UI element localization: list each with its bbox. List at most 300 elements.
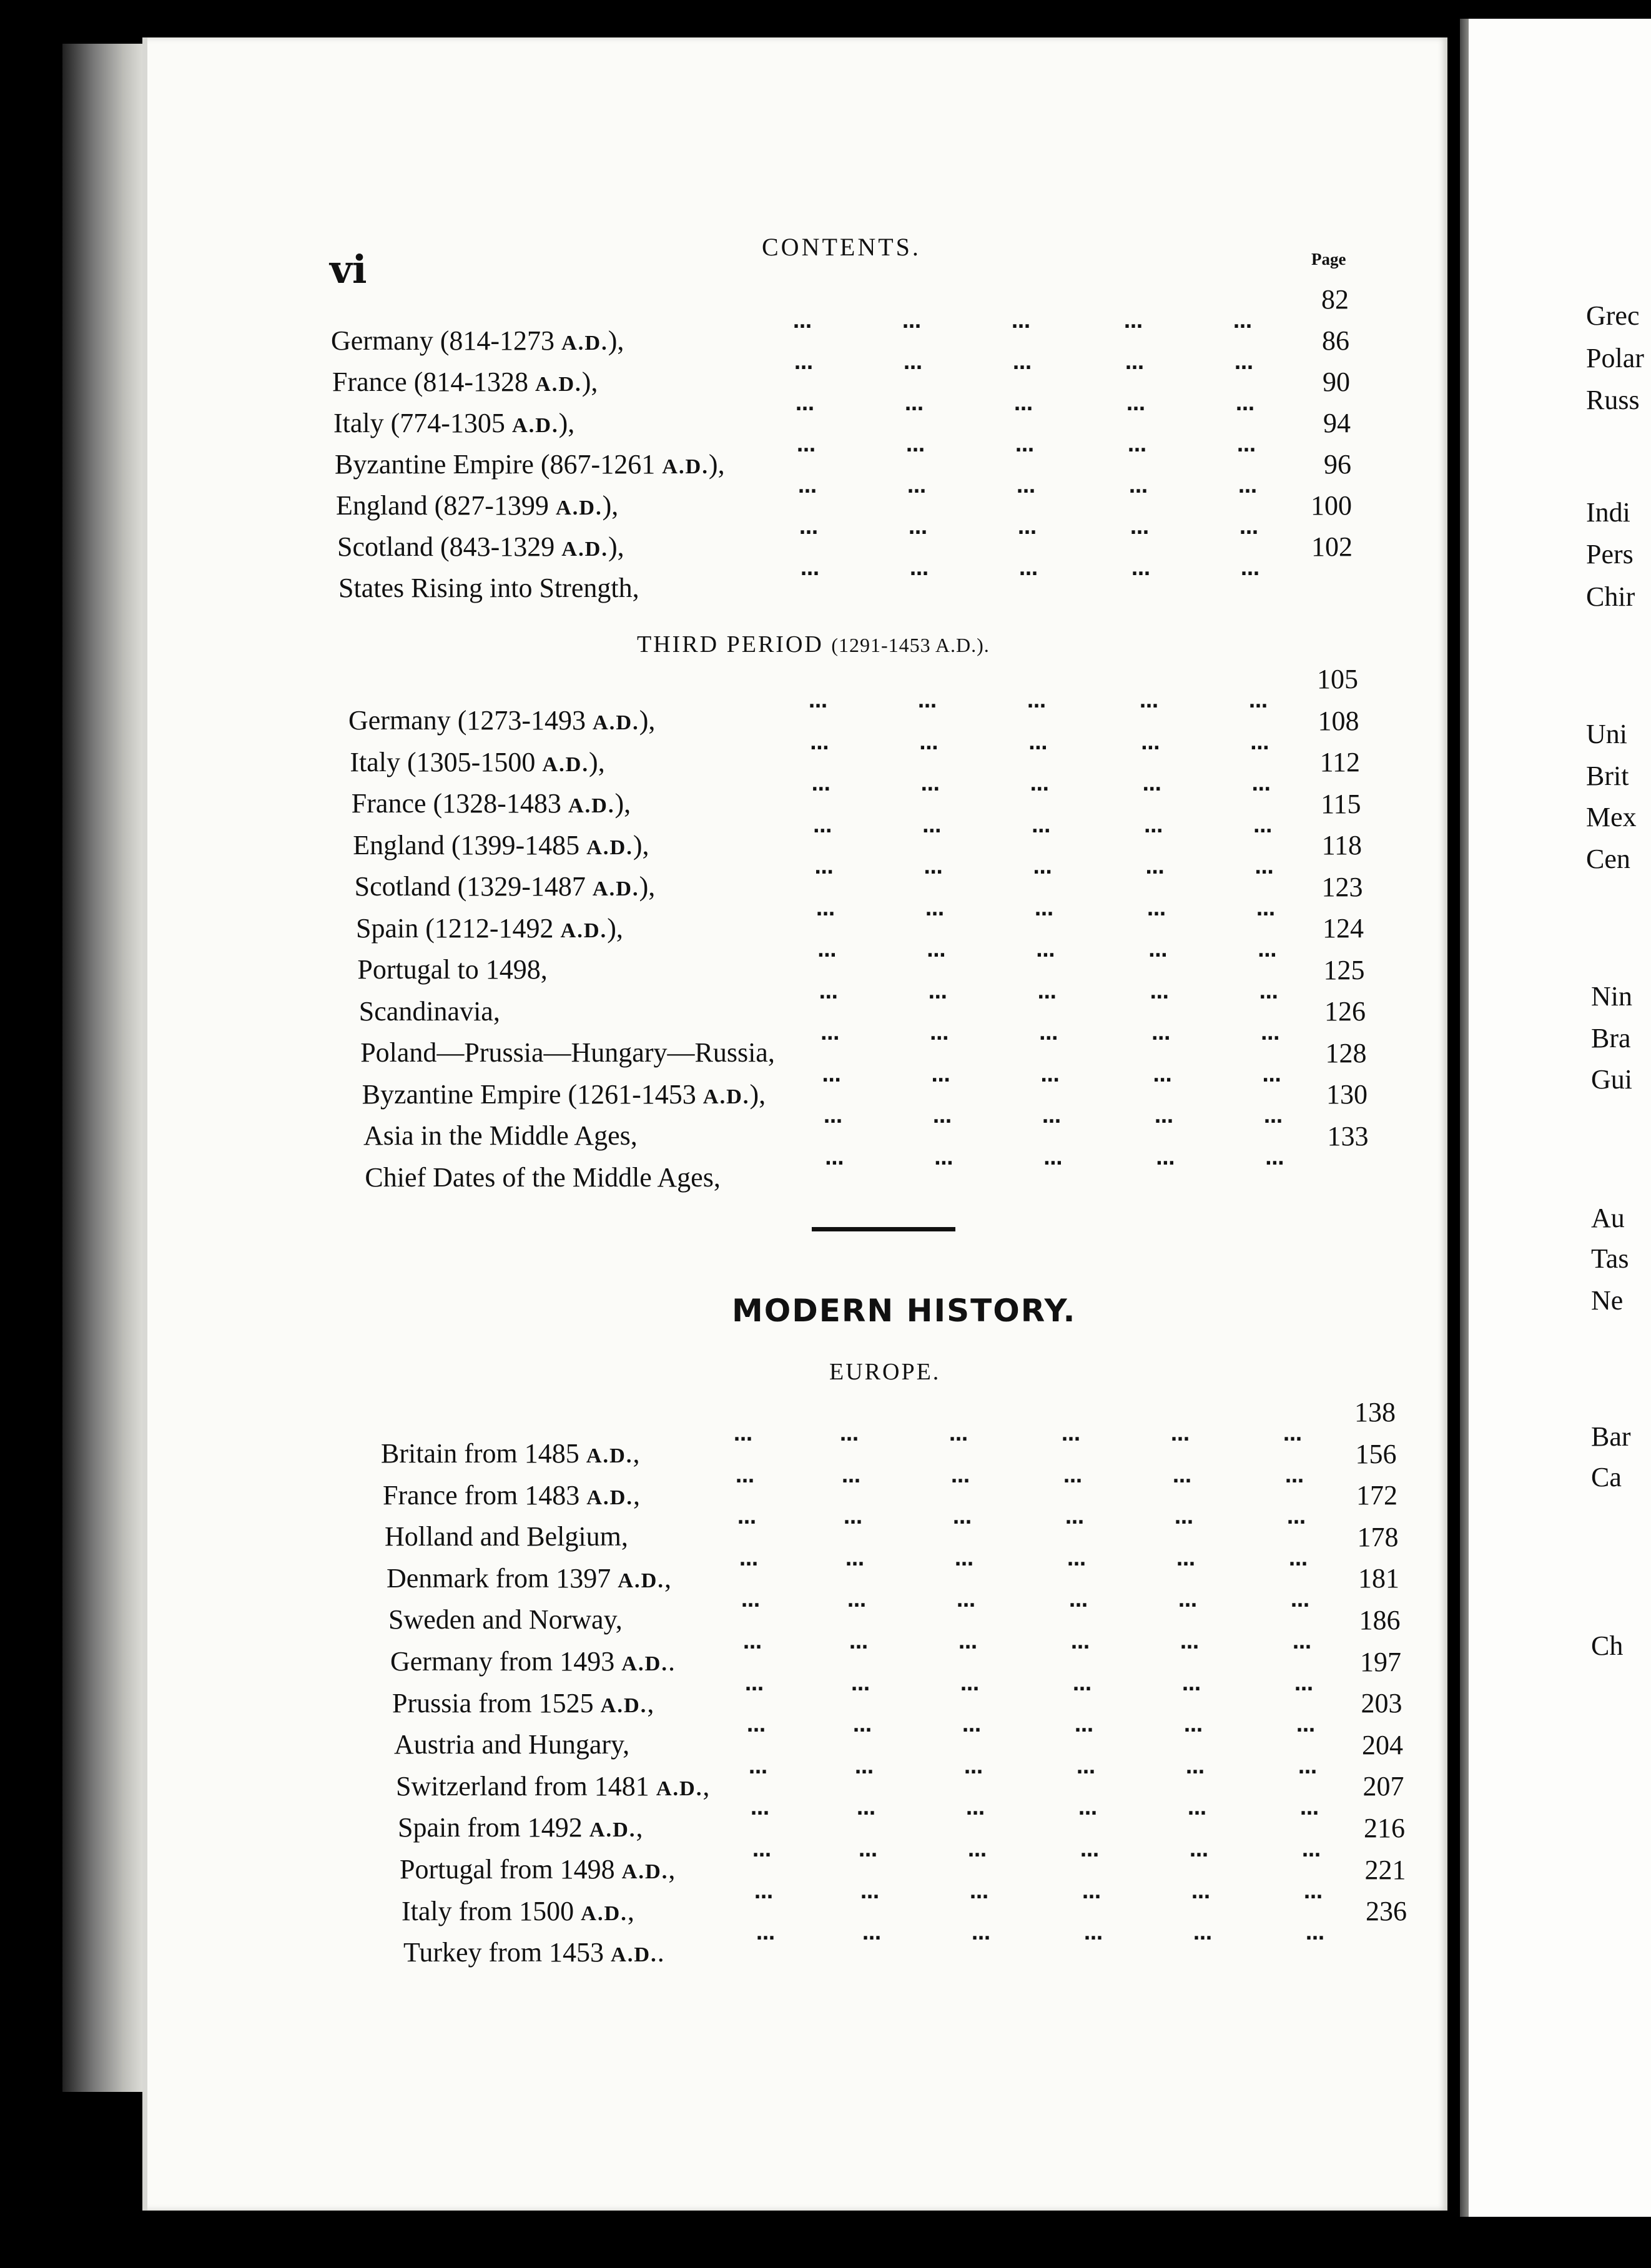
entry-punctuation: , xyxy=(668,1854,676,1885)
leader-dots: … xyxy=(1078,1798,1098,1820)
entry-title xyxy=(350,746,604,778)
leader-dots: … xyxy=(1241,558,1260,580)
entry-title xyxy=(396,1770,709,1802)
leader-dots: … xyxy=(1033,857,1053,879)
entry-punctuation: ), xyxy=(749,1078,766,1110)
leader-dots: … xyxy=(857,1798,876,1820)
leader-dots: … xyxy=(844,1507,863,1529)
entry-punctuation: ), xyxy=(581,367,598,397)
entry-title-text: Italy (1305-1500 xyxy=(350,746,543,777)
leader-dots: … xyxy=(1018,517,1037,539)
entry-page-number: 197 xyxy=(1360,1646,1401,1677)
entry-page-number: 181 xyxy=(1358,1563,1399,1594)
entry-title-text: France (814-1328 xyxy=(332,367,536,397)
leader-dots: … xyxy=(1037,981,1057,1003)
leader-dots: … xyxy=(1294,1673,1314,1695)
leader-dots: … xyxy=(953,1507,972,1529)
entry-title xyxy=(394,1728,629,1760)
leader-dots: … xyxy=(1082,1881,1101,1903)
leader-dots: … xyxy=(1289,1548,1308,1570)
leader-dots: … xyxy=(1128,435,1147,456)
entry-punctuation: ), xyxy=(607,912,623,944)
entry-title-text: England (1399-1485 xyxy=(353,829,587,860)
entry-title-text: Portugal from 1498 xyxy=(400,1854,622,1885)
entry-title xyxy=(402,1895,634,1927)
entry-page-number: 90 xyxy=(1323,367,1350,397)
entry-era: A.D. xyxy=(561,331,608,355)
leader-dots: … xyxy=(1142,774,1162,796)
leader-dots: … xyxy=(1017,476,1036,498)
entry-title-text: Denmark from 1397 xyxy=(387,1562,618,1594)
entry-punctuation: , xyxy=(664,1562,671,1594)
entry-title-text: England (827-1399 xyxy=(336,490,556,521)
facing-page-fragment: Gui xyxy=(1591,1064,1632,1095)
entry-punctuation: , xyxy=(647,1687,654,1718)
leader-dots: … xyxy=(1131,558,1151,580)
leader-dots: … xyxy=(1264,1106,1283,1128)
leader-dots: … xyxy=(745,1673,764,1695)
entry-era: A.D. xyxy=(621,1860,669,1883)
leader-dots: … xyxy=(1293,1632,1312,1654)
entry-page-number: 105 xyxy=(1317,664,1358,694)
leader-dots: … xyxy=(925,898,945,920)
leader-dots: … xyxy=(910,558,929,580)
leader-dots: … xyxy=(1190,1840,1209,1861)
leader-dots: … xyxy=(1304,1881,1323,1903)
third-period-heading xyxy=(637,631,990,658)
entry-title-text: France from 1483 xyxy=(383,1479,587,1511)
leader-dots: … xyxy=(1130,517,1150,539)
entry-era: A.D. xyxy=(656,1776,703,1800)
entry-page-number: 203 xyxy=(1361,1688,1402,1719)
leader-dots: … xyxy=(1063,1465,1083,1487)
entry-page-number: 124 xyxy=(1323,913,1364,944)
entry-title xyxy=(360,1037,775,1068)
leader-dots: … xyxy=(1043,1147,1063,1170)
entry-page-number: 221 xyxy=(1364,1854,1406,1885)
entry-page-number: 96 xyxy=(1324,449,1351,480)
entry-title xyxy=(383,1479,640,1511)
leader-dots: … xyxy=(810,732,830,754)
leader-dots: … xyxy=(743,1632,762,1654)
entry-page-number: 186 xyxy=(1359,1605,1401,1635)
leader-dots: … xyxy=(1140,691,1159,712)
leader-dots: … xyxy=(825,1147,845,1170)
leader-dots: … xyxy=(1125,352,1145,374)
entry-title-text: Spain (1212-1492 xyxy=(356,912,561,944)
leader-dots: … xyxy=(1145,857,1165,879)
leader-dots: … xyxy=(1126,393,1146,415)
leader-dots: … xyxy=(855,1756,874,1778)
third-period-range: (1291-1453 A.D.). xyxy=(831,634,990,656)
leader-dots: … xyxy=(959,1632,978,1654)
entry-title xyxy=(332,366,598,398)
entry-title xyxy=(388,1604,623,1635)
leader-dots: … xyxy=(797,435,816,456)
entry-punctuation: ), xyxy=(639,705,656,736)
entry-title xyxy=(385,1521,628,1552)
leader-dots: … xyxy=(747,1715,766,1737)
entry-punctuation: ), xyxy=(602,490,619,521)
leader-dots: … xyxy=(1239,517,1259,539)
leader-dots: … xyxy=(1258,940,1278,962)
entry-era: A.D. xyxy=(586,835,633,859)
entry-title-text: Turkey from 1453 xyxy=(403,1937,611,1968)
entry-punctuation: . xyxy=(668,1646,675,1677)
entry-title xyxy=(355,870,656,902)
leader-dots: … xyxy=(751,1798,770,1820)
entry-title-text: Scotland (843-1329 xyxy=(337,531,562,562)
entry-page-number: 138 xyxy=(1354,1397,1396,1427)
leader-dots: … xyxy=(1040,1064,1060,1087)
leader-dots: … xyxy=(1014,393,1033,415)
leader-dots: … xyxy=(930,1023,950,1045)
facing-page-fragment: Russ xyxy=(1586,385,1640,415)
entry-title xyxy=(357,954,547,985)
leader-dots: … xyxy=(851,1673,870,1695)
entry-title-text: Asia in the Middle Ages, xyxy=(363,1120,638,1151)
leader-dots: … xyxy=(819,981,839,1003)
entry-era: A.D. xyxy=(586,1485,633,1509)
entry-era: A.D. xyxy=(702,1084,750,1108)
entry-era: A.D. xyxy=(568,794,615,817)
leader-dots: … xyxy=(902,311,922,333)
leader-dots: … xyxy=(1300,1798,1319,1820)
leader-dots: … xyxy=(822,1064,842,1087)
entry-page-number: 86 xyxy=(1322,325,1349,356)
leader-dots: … xyxy=(905,393,924,415)
leader-dots: … xyxy=(1151,1023,1171,1045)
entry-title xyxy=(390,1645,675,1677)
entry-era: A.D. xyxy=(581,1901,628,1925)
leader-dots: … xyxy=(817,940,837,962)
entry-era: A.D. xyxy=(618,1568,664,1592)
leader-dots: … xyxy=(862,1923,882,1945)
leader-dots: … xyxy=(756,1923,776,1945)
leader-dots: … xyxy=(814,857,834,879)
entry-era: A.D. xyxy=(560,918,608,942)
leader-dots: … xyxy=(1144,815,1164,837)
leader-dots: … xyxy=(1080,1840,1100,1861)
leader-dots: … xyxy=(1124,311,1143,333)
leader-dots: … xyxy=(1191,1881,1211,1903)
entry-title xyxy=(352,787,631,819)
entry-era: A.D. xyxy=(662,455,709,478)
leader-dots: … xyxy=(972,1923,991,1945)
leader-dots: … xyxy=(909,517,928,539)
leader-dots: … xyxy=(847,1590,867,1612)
entry-punctuation: ), xyxy=(608,531,624,562)
leader-dots: … xyxy=(1028,732,1048,754)
entry-page-number: 125 xyxy=(1323,954,1365,985)
leader-dots: … xyxy=(1175,1507,1194,1529)
leader-dots: … xyxy=(1236,393,1255,415)
leader-dots: … xyxy=(811,774,831,796)
leader-dots: … xyxy=(1073,1673,1092,1695)
entry-page-number: 100 xyxy=(1311,490,1352,521)
leader-dots: … xyxy=(801,558,820,580)
entry-title xyxy=(400,1853,675,1885)
leader-dots: … xyxy=(1262,1064,1282,1087)
leader-dots: … xyxy=(1067,1548,1087,1570)
leader-dots: … xyxy=(924,857,944,879)
leader-dots: … xyxy=(796,393,815,415)
leader-dots: … xyxy=(1171,1424,1190,1446)
entry-title-text: Italy from 1500 xyxy=(402,1895,581,1926)
leader-dots: … xyxy=(1176,1548,1196,1570)
leader-dots: … xyxy=(1249,691,1268,712)
entry-title-text: Britain from 1485 xyxy=(381,1438,586,1469)
entry-title xyxy=(333,407,574,439)
leader-dots: … xyxy=(1184,1715,1203,1737)
facing-page-fragment: Uni xyxy=(1586,719,1627,749)
entry-punctuation: ), xyxy=(608,325,624,356)
leader-dots: … xyxy=(1032,815,1052,837)
leader-dots: … xyxy=(798,476,817,498)
facing-page-fragment: Chir xyxy=(1586,581,1635,612)
entry-title xyxy=(362,1078,766,1110)
entry-punctuation: , xyxy=(633,1479,640,1511)
leader-dots: … xyxy=(1019,558,1038,580)
leader-dots: … xyxy=(1156,1147,1176,1170)
entry-title-text: Poland—Prussia—Hungary—Russia, xyxy=(360,1037,775,1068)
leader-dots: … xyxy=(1265,1147,1285,1170)
entry-punctuation: ), xyxy=(589,746,605,777)
leader-dots: … xyxy=(1253,815,1273,837)
entry-title xyxy=(337,531,624,563)
leader-dots: … xyxy=(907,476,927,498)
leader-dots: … xyxy=(918,691,937,712)
leader-dots: … xyxy=(754,1881,774,1903)
leader-dots: … xyxy=(752,1840,772,1861)
leader-dots: … xyxy=(920,774,940,796)
leader-dots: … xyxy=(1259,981,1279,1003)
facing-page-fragment: Pers xyxy=(1586,539,1634,569)
leader-dots: … xyxy=(1065,1507,1085,1529)
entry-page-number: 94 xyxy=(1323,408,1351,438)
entry-title xyxy=(353,829,649,861)
leader-dots: … xyxy=(1306,1923,1325,1945)
leader-dots: … xyxy=(922,815,942,837)
leader-dots: … xyxy=(816,898,835,920)
leader-dots: … xyxy=(962,1715,982,1737)
entry-era: A.D. xyxy=(611,1943,658,1967)
leader-dots: … xyxy=(1193,1923,1213,1945)
entry-punctuation: , xyxy=(633,1438,640,1469)
entry-page-number: 178 xyxy=(1357,1521,1399,1552)
leader-dots: … xyxy=(859,1840,878,1861)
leader-dots: … xyxy=(1069,1590,1088,1612)
entry-era: A.D. xyxy=(511,413,559,437)
entry-title-text: Austria and Hungary, xyxy=(394,1729,630,1760)
facing-page-fragment: Cen xyxy=(1586,844,1630,874)
leader-dots: … xyxy=(1036,940,1056,962)
leader-dots: … xyxy=(1150,981,1170,1003)
leader-dots: … xyxy=(966,1798,985,1820)
facing-page-fragment: Ne xyxy=(1591,1285,1624,1316)
entry-title xyxy=(387,1562,671,1594)
leader-dots: … xyxy=(968,1840,987,1861)
leader-dots: … xyxy=(1291,1590,1310,1612)
entry-title xyxy=(365,1161,720,1193)
facing-page-fragment: Mex xyxy=(1586,802,1637,832)
page-column-label: Page xyxy=(1311,250,1346,269)
leader-dots: … xyxy=(1147,898,1166,920)
leader-dots: … xyxy=(749,1756,768,1778)
entry-title-text: Prussia from 1525 xyxy=(392,1687,601,1718)
entry-page-number: 156 xyxy=(1355,1438,1397,1469)
leader-dots: … xyxy=(928,981,948,1003)
leader-dots: … xyxy=(955,1548,974,1570)
leader-dots: … xyxy=(1075,1715,1094,1737)
entry-era: A.D. xyxy=(555,496,603,520)
leader-dots: … xyxy=(1015,435,1035,456)
leader-dots: … xyxy=(1035,898,1054,920)
entry-title-text: Germany (814-1273 xyxy=(331,325,562,356)
entry-page-number: 108 xyxy=(1318,705,1359,736)
leader-dots: … xyxy=(1042,1106,1062,1128)
entry-title-text: Byzantine Empire (867-1261 xyxy=(335,449,663,480)
entry-era: A.D. xyxy=(600,1693,648,1717)
modern-history-title: MODERN HISTORY. xyxy=(732,1293,1077,1329)
entry-punctuation: , xyxy=(636,1812,643,1843)
leader-dots: … xyxy=(793,311,812,333)
entry-era: A.D. xyxy=(535,372,582,396)
entry-title xyxy=(392,1687,654,1719)
entry-era: A.D. xyxy=(589,1818,636,1842)
entry-page-number: 130 xyxy=(1326,1079,1368,1110)
leader-dots: … xyxy=(1173,1465,1192,1487)
leader-dots: … xyxy=(949,1424,968,1446)
facing-page-fragment: Indi xyxy=(1586,497,1630,528)
leader-dots: … xyxy=(734,1424,753,1446)
leader-dots: … xyxy=(1256,898,1276,920)
leader-dots: … xyxy=(736,1465,755,1487)
entry-era: A.D. xyxy=(593,711,639,734)
leader-dots: … xyxy=(737,1507,757,1529)
leader-dots: … xyxy=(970,1881,989,1903)
leader-dots: … xyxy=(853,1715,872,1737)
entry-page-number: 118 xyxy=(1321,830,1362,860)
facing-page-fragment: Au xyxy=(1591,1203,1625,1233)
entry-title xyxy=(356,912,623,944)
entry-title xyxy=(348,704,655,736)
entry-title xyxy=(338,572,639,604)
entry-page-number: 204 xyxy=(1362,1729,1403,1760)
leader-dots: … xyxy=(1013,352,1032,374)
entry-page-number: 172 xyxy=(1356,1480,1397,1511)
leader-dots: … xyxy=(1027,691,1047,712)
entry-page-number: 133 xyxy=(1327,1120,1369,1151)
entry-title-text: Scotland (1329-1487 xyxy=(354,871,593,902)
facing-page-fragment: Bra xyxy=(1591,1023,1631,1053)
leader-dots: … xyxy=(1285,1465,1304,1487)
leader-dots: … xyxy=(957,1590,976,1612)
leader-dots: … xyxy=(1084,1923,1103,1945)
leader-dots: … xyxy=(1129,476,1148,498)
entry-era: A.D. xyxy=(592,877,639,900)
entry-title xyxy=(398,1812,643,1843)
leader-dots: … xyxy=(1155,1106,1174,1128)
entry-title-text: Chief Dates of the Middle Ages, xyxy=(365,1161,721,1193)
leader-dots: … xyxy=(927,940,947,962)
facing-page-fragment: Ca xyxy=(1591,1462,1622,1492)
entry-era: A.D. xyxy=(542,752,589,776)
europe-subheading: EUROPE. xyxy=(829,1359,941,1385)
facing-page-fragment: Brit xyxy=(1586,761,1629,791)
entry-title-text: Scandinavia, xyxy=(358,995,500,1027)
entry-punctuation: . xyxy=(657,1937,664,1968)
leader-dots: … xyxy=(931,1064,951,1087)
leader-dots: … xyxy=(1302,1840,1321,1861)
entry-era: A.D. xyxy=(621,1652,668,1675)
leader-dots: … xyxy=(842,1465,861,1487)
entry-title-text: Germany from 1493 xyxy=(390,1646,622,1677)
entry-title xyxy=(363,1120,638,1151)
entry-page-number: 102 xyxy=(1311,531,1353,562)
leader-dots: … xyxy=(906,435,925,456)
entry-page-number: 115 xyxy=(1321,788,1361,819)
leader-dots: … xyxy=(1030,774,1050,796)
entry-page-number: 112 xyxy=(1319,747,1360,777)
entry-punctuation: ), xyxy=(614,788,631,819)
entry-page-number: 82 xyxy=(1321,284,1349,315)
leader-dots: … xyxy=(1071,1632,1090,1654)
facing-page-fragment: Grec xyxy=(1586,300,1640,331)
leader-dots: … xyxy=(840,1424,859,1446)
entry-title-text: Switzerland from 1481 xyxy=(396,1770,656,1802)
entry-page-number: 126 xyxy=(1324,996,1366,1027)
entry-title xyxy=(336,490,618,521)
entry-punctuation: ), xyxy=(708,449,725,480)
leader-dots: … xyxy=(1298,1756,1318,1778)
leader-dots: … xyxy=(845,1548,865,1570)
entry-page-number: 236 xyxy=(1366,1896,1407,1927)
entry-title-text: Italy (774-1305 xyxy=(333,408,512,438)
leader-dots: … xyxy=(1141,732,1161,754)
entry-punctuation: ), xyxy=(558,408,575,438)
leader-dots: … xyxy=(1237,435,1256,456)
book-spine xyxy=(62,44,150,2092)
entry-punctuation: ), xyxy=(639,871,656,902)
leader-dots: … xyxy=(1077,1756,1096,1778)
entry-punctuation: , xyxy=(627,1895,634,1926)
entry-title-text: Sweden and Norway, xyxy=(388,1604,623,1635)
facing-page-fragment: Polar xyxy=(1586,343,1644,373)
leader-dots: … xyxy=(1186,1756,1205,1778)
entry-era: A.D. xyxy=(586,1444,633,1467)
leader-dots: … xyxy=(1188,1798,1207,1820)
leader-dots: … xyxy=(849,1632,869,1654)
leader-dots: … xyxy=(919,732,939,754)
leader-dots: … xyxy=(1153,1064,1173,1087)
leader-dots: … xyxy=(739,1548,759,1570)
leader-dots: … xyxy=(904,352,923,374)
leader-dots: … xyxy=(1039,1023,1059,1045)
entry-page-number: 207 xyxy=(1363,1771,1404,1802)
leader-dots: … xyxy=(860,1881,880,1903)
third-period-title: THIRD PERIOD xyxy=(637,631,824,658)
leader-dots: … xyxy=(1287,1507,1306,1529)
leader-dots: … xyxy=(794,352,814,374)
leader-dots: … xyxy=(1296,1715,1316,1737)
entry-page-number: 123 xyxy=(1321,871,1363,902)
section-divider xyxy=(812,1227,955,1231)
entry-title xyxy=(335,448,725,480)
facing-page-fragment: Bar xyxy=(1591,1421,1631,1452)
leader-dots: … xyxy=(964,1756,983,1778)
leader-dots: … xyxy=(741,1590,761,1612)
